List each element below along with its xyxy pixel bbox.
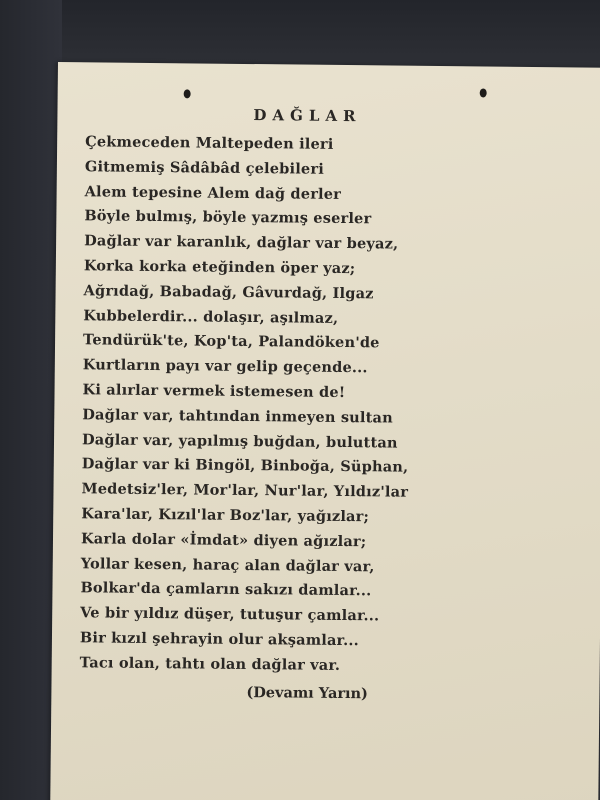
poem-line: Alem tepesine Alem dağ derler — [84, 182, 342, 203]
staple-hole-right — [480, 88, 487, 97]
poem-line: Tendürük'te, Kop'ta, Palandöken'de — [82, 331, 380, 352]
poem-line: Karla dolar «İmdat» diyen ağızlar; — [80, 530, 367, 551]
poem-line: Ağrıdağ, Babadağ, Gâvurdağ, Ilgaz — [83, 282, 374, 303]
continued-note: (Devamı Yarın) — [246, 684, 369, 703]
poem-line: Ki alırlar vermek istemesen de! — [82, 381, 346, 401]
staple-hole-left — [184, 89, 191, 98]
poem-line: Dağlar var, tahtından inmeyen sultan — [82, 406, 394, 427]
poem-line: Böyle bulmış, böyle yazmış eserler — [84, 207, 372, 228]
poem-line: Kara'lar, Kızıl'lar Boz'lar, yağızlar; — [81, 505, 370, 526]
poem-line: Yollar kesen, haraç alan dağlar var, — [80, 554, 375, 575]
background-surface-top — [0, 0, 600, 70]
poem-line: Bir kızıl şehrayin olur akşamlar... — [79, 629, 359, 650]
newspaper-clipping — [50, 62, 600, 800]
poem-line: Dağlar var, yapılmış buğdan, buluttan — [81, 430, 398, 452]
poem-line: Gitmemiş Sâdâbâd çelebileri — [84, 158, 325, 178]
poem-line: Dağlar var karanlık, dağlar var beyaz, — [84, 232, 399, 253]
poem-line: Tacı olan, tahtı olan dağlar var. — [79, 653, 341, 674]
poem-line: Bolkar'da çamların sakızı damlar... — [80, 579, 372, 600]
poem-line: Korka korka eteğinden öper yaz; — [83, 257, 356, 278]
poem-line: Dağlar var ki Bingöl, Binboğa, Süphan, — [81, 455, 409, 477]
poem-line: Kubbelerdir... dolaşır, aşılmaz, — [83, 306, 339, 327]
poem-line: Kurtların payı var gelip geçende... — [82, 356, 368, 377]
poem-line: Ve bir yıldız düşer, tutuşur çamlar... — [80, 604, 380, 625]
poem-body — [80, 130, 412, 679]
poem-title: DAĞLAR — [253, 106, 362, 126]
poem-line: Medetsiz'ler, Mor'lar, Nur'lar, Yıldız'lar — [81, 480, 409, 501]
poem-line: Çekmeceden Maltepeden ileri — [85, 133, 334, 153]
